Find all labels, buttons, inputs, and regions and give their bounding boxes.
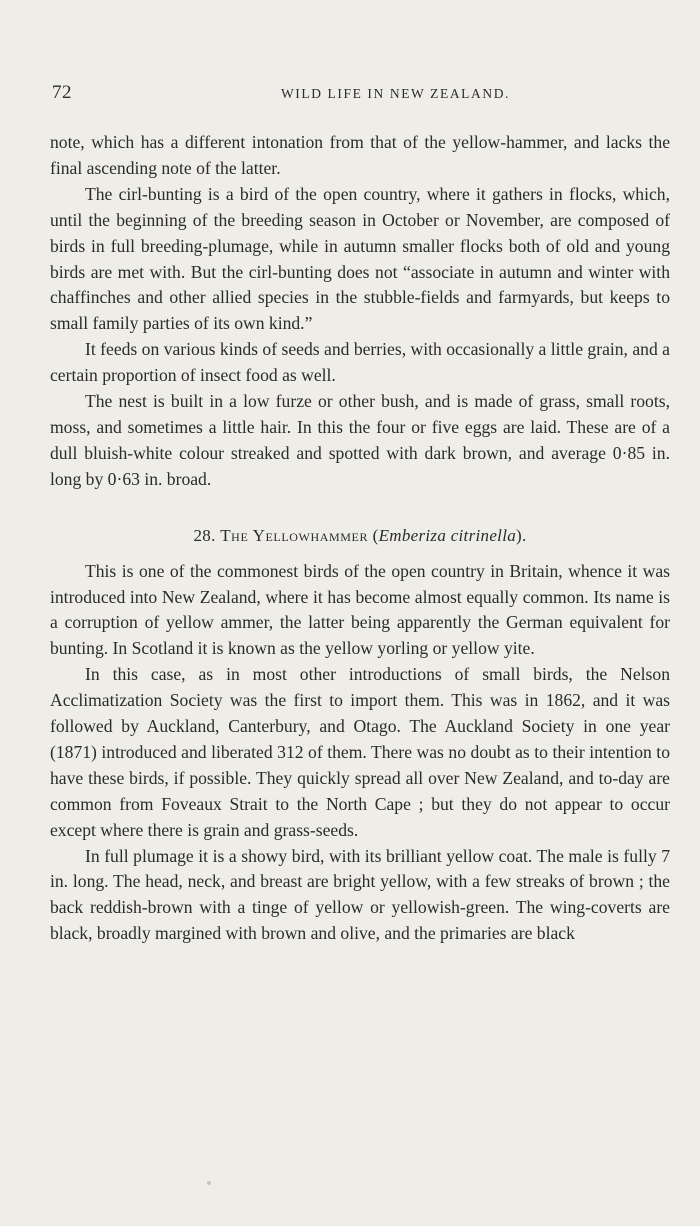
paragraph: The nest is built in a low furze or other bush, and is made of grass, small roots, moss, and sometimes a little hair. In this the four or five eggs are laid. These are of a dull bluish-white colour streaked and spotted with dark brown, and average 0·85 in. long by 0·63 in. broad. [50, 391, 670, 489]
running-title: WILD LIFE IN NEW ZEALAND. [280, 86, 511, 101]
paragraph: It feeds on various kinds of seeds and berries, with occasionally a little grain, and a certain proportion of insect food as well. [50, 339, 670, 386]
section-heading [50, 523, 670, 549]
page-number: 72 [52, 82, 72, 103]
paragraph-continued: note, which has a different intonation from that of the yellow-hammer, and lacks the final ascending note of the latter. [50, 132, 670, 178]
latin-name: Emberiza citrinella [378, 525, 517, 545]
section-title: The Yellowhammer [220, 525, 369, 545]
paper-speck [207, 1181, 211, 1185]
open-paren: ( [368, 525, 379, 545]
section-number: 28. [193, 525, 216, 545]
page-header [52, 82, 669, 106]
paragraph: This is one of the commonest birds of the open country in Britain, whence it was introduced into New Zealand, where it has become almost equally common. Its name is a corruption of yellow ammer, the latter being apparently the German equivalent for bunting. In Scotland it is known as the yellow yorling or yellow yite. [50, 560, 670, 659]
paragraph: The cirl-bunting is a bird of the open country, where it gathers in flocks, which, until the beginning of the breeding season in October or November, are composed of birds in full breeding-plumage, while in autumn smaller flocks both of old and young birds are met with. But the cirl-bunting does not “associate in autumn and winter with chaffinches and other allied species in the stubble-fields and farmyards, but keeps to small family parties of its own kind.” [50, 183, 670, 334]
paragraph: In this case, as in most other introductions of small birds, the Nelson Acclimatization Society was the first to import them. This was in 1862, and it was followed by Auckland, Canterbury, and Otago. The Auckland Society in one year (1871) introduced and liberated 312 of them. There was no doubt as to their intention to have these birds, if possible. They quickly spread all over New Zealand, and to-day are common from Foveaux Strait to the North Cape ; but they do not appear to occur except where there is grain and grass-seeds. [50, 664, 670, 840]
paragraph: In full plumage it is a showy bird, with its brilliant yellow coat. The male is fully 7 in. long. The head, neck, and breast are bright yellow, with a few streaks of brown ; the back reddish-brown with a tinge of yellow or yellowish-green. The wing-coverts are black, broadly margined with brown and olive, and the primaries are black [50, 845, 670, 944]
close-paren: ). [516, 525, 527, 545]
body-text [50, 130, 670, 947]
